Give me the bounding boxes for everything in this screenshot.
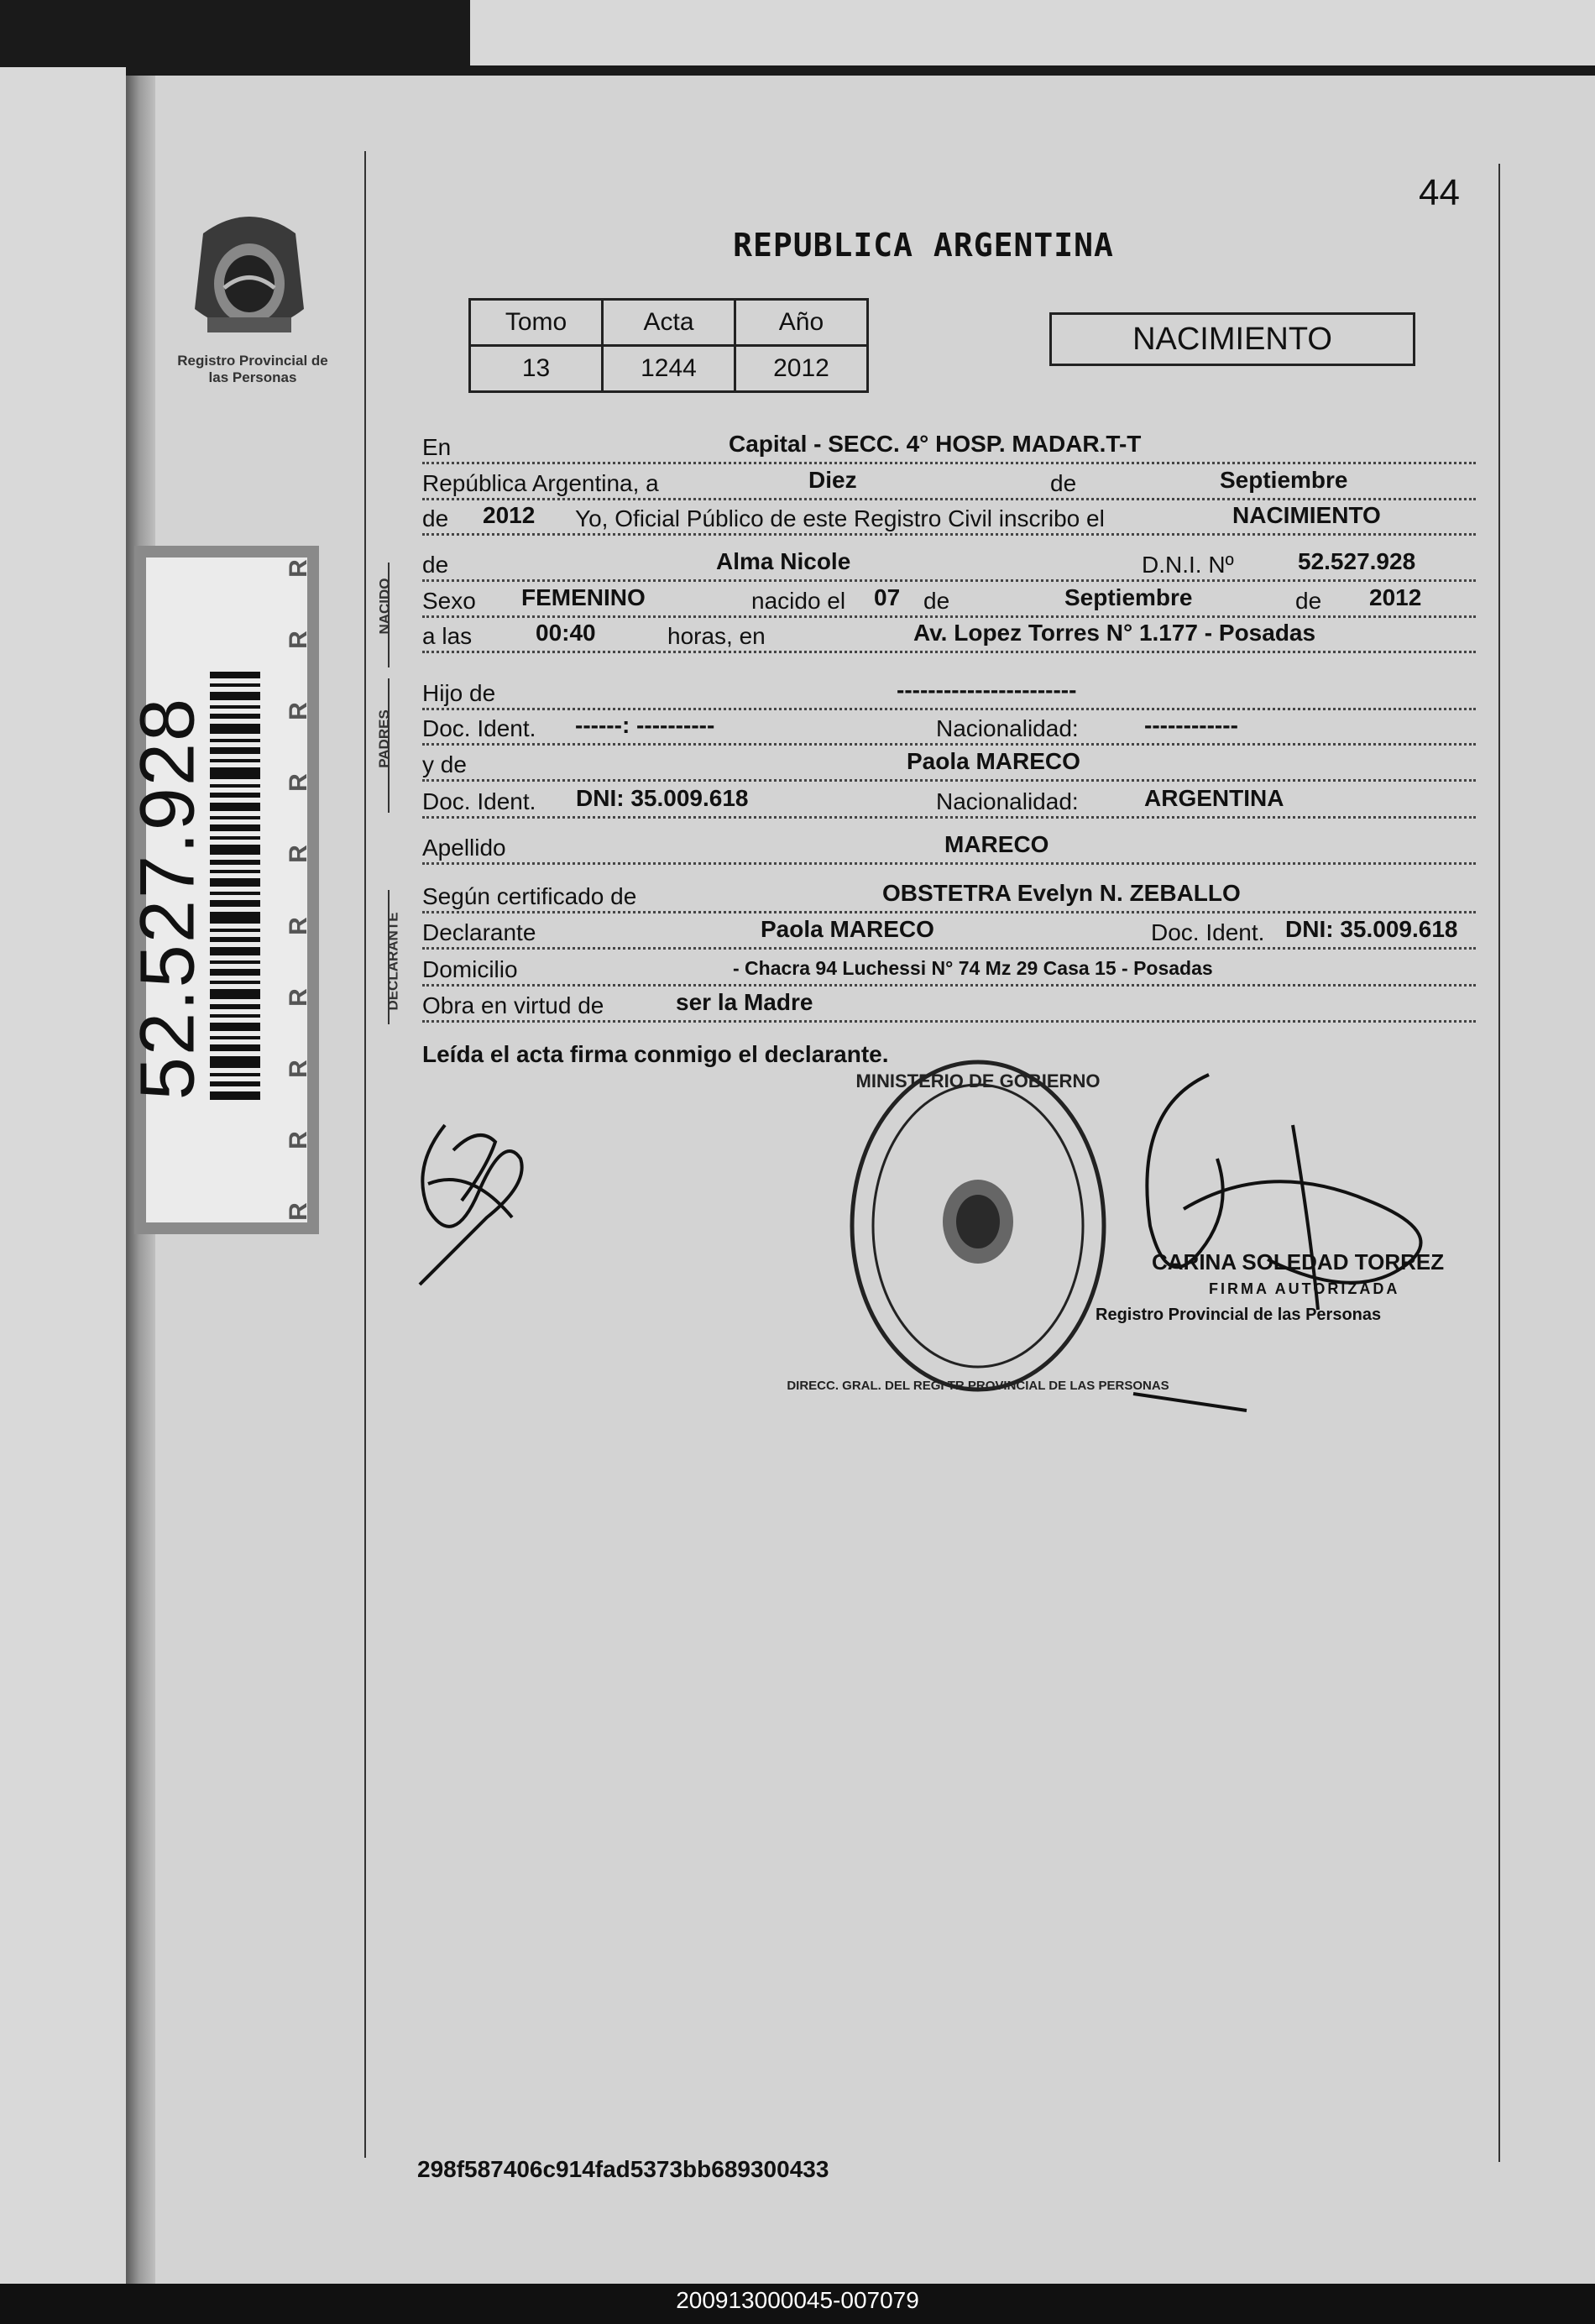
record-table <box>468 298 869 393</box>
birth-location: Av. Lopez Torres N° 1.177 - Posadas <box>913 620 1316 646</box>
margin-line-left <box>364 151 366 2158</box>
declarant-value: Paola MARECO <box>761 916 934 942</box>
table-value-tomo: 13 <box>470 346 603 392</box>
officer-name: CARINA SOLEDAD TORREZ <box>1152 1249 1445 1275</box>
section-padres: PADRES <box>375 709 392 768</box>
misiones-emblem-icon <box>186 208 312 351</box>
row-mother: y de Paola MARECO <box>422 750 1476 783</box>
father-nationality: ------------ <box>1144 712 1238 738</box>
father-value: ----------------------- <box>897 677 1077 703</box>
child-dni: 52.527.928 <box>1298 548 1416 574</box>
official-seal <box>787 1049 1169 1402</box>
table-value-ano: 2012 <box>735 346 868 392</box>
declarant-doc: DNI: 35.009.618 <box>1285 916 1458 942</box>
month-value: Septiembre <box>1220 467 1348 493</box>
father-doc: ------: ---------- <box>575 712 715 738</box>
row-obra: Obra en virtud de ser la Madre <box>422 991 1476 1024</box>
place-value: Capital - SECC. 4° HOSP. MADAR.T-T <box>729 431 1142 457</box>
officer-role: FIRMA AUTORIZADA <box>1209 1280 1400 1297</box>
row-year: de 2012 Yo, Oficial Público de este Registro Civil inscribo el NACIMIENTO <box>422 504 1476 537</box>
table-header-acta: Acta <box>603 300 735 346</box>
birth-month: Septiembre <box>1064 584 1193 610</box>
certificate-value: OBSTETRA Evelyn N. ZEBALLO <box>882 880 1241 906</box>
left-page-edge <box>0 67 126 2284</box>
act-type-box: NACIMIENTO <box>1049 312 1415 366</box>
table-header-ano: Año <box>735 300 868 346</box>
birth-day: 07 <box>874 584 901 610</box>
row-nacido-sex: Sexo FEMENINO nacido el 07 de Septiembre de 2012 <box>422 586 1476 620</box>
row-father-doc: Doc. Ident. ------: ---------- Nacionalidad: ------------ <box>422 714 1476 747</box>
svg-text:MINISTERIO DE GOBIERNO: MINISTERIO DE GOBIERNO <box>855 1070 1101 1091</box>
birth-year: 2012 <box>1369 584 1422 610</box>
row-place: En Capital - SECC. 4° HOSP. MADAR.T-T <box>422 432 1476 466</box>
document-title: REPUBLICA ARGENTINA <box>733 227 1114 264</box>
row-mother-doc: Doc. Ident. DNI: 35.009.618 Nacionalidad: ARGENTINA <box>422 787 1476 820</box>
row-nacido-time: a las 00:40 horas, en Av. Lopez Torres N° 1.177 - Posadas <box>422 621 1476 655</box>
document-hash: 298f587406c914fad5373bb689300433 <box>417 2156 829 2182</box>
officer-organization: Registro Provincial de las Personas <box>1096 1306 1382 1324</box>
officer-signature <box>1100 1058 1469 1427</box>
mother-value: Paola MARECO <box>907 748 1080 774</box>
row-apellido: Apellido MARECO <box>422 833 1476 866</box>
obra-value: ser la Madre <box>676 989 813 1015</box>
row-father: Hijo de ----------------------- <box>422 678 1476 712</box>
barcode-bars <box>210 672 260 1108</box>
margin-line-right <box>1498 164 1500 2162</box>
child-name: Alma Nicole <box>716 548 851 574</box>
surname-value: MARECO <box>944 831 1049 857</box>
row-domicile: Domicilio - Chacra 94 Luchessi N° 74 Mz 29 Casa 15 - Posadas <box>422 955 1476 988</box>
page-number: 44 <box>1419 172 1460 213</box>
registry-label: Registro Provincial de las Personas <box>177 353 328 385</box>
day-value: Diez <box>808 467 857 493</box>
sex-value: FEMENINO <box>521 584 646 610</box>
security-strip: R R R R R R R R R R <box>284 559 312 1221</box>
top-background <box>0 0 1595 76</box>
section-nacido: NACIDO <box>376 578 393 635</box>
barcode-number: 52.527.928 <box>124 696 211 1101</box>
table-header-tomo: Tomo <box>470 300 603 346</box>
domicile-value: - Chacra 94 Luchessi N° 74 Mz 29 Casa 15 - Posadas <box>733 957 1213 979</box>
svg-text:DIRECC. GRAL. DEL REGI TR PROV: DIRECC. GRAL. DEL REGI TR PROVINCIAL DE LAS PERSONAS <box>787 1379 1169 1393</box>
row-declarant: Declarante Paola MARECO Doc. Ident. DNI: 35.009.618 <box>422 918 1476 951</box>
row-date: República Argentina, a Diez de Septiembre <box>422 468 1476 502</box>
mother-nationality: ARGENTINA <box>1144 785 1284 811</box>
mother-doc: DNI: 35.009.618 <box>576 785 749 811</box>
closing-statement: Leída el acta firma conmigo el declarante. <box>422 1041 889 1067</box>
table-value-acta: 1244 <box>603 346 735 392</box>
year-value: 2012 <box>483 502 536 528</box>
birth-time: 00:40 <box>536 620 596 646</box>
declarant-signature <box>395 1091 537 1293</box>
row-certificate: Según certificado de OBSTETRA Evelyn N. ZEBALLO <box>422 882 1476 915</box>
row-nacido-name: de Alma Nicole D.N.I. Nº 52.527.928 <box>422 550 1476 584</box>
event-value: NACIMIENTO <box>1232 502 1381 528</box>
section-declarante: DECLARANTE <box>384 912 401 1011</box>
image-id: 200913000045-007079 <box>676 2287 919 2313</box>
